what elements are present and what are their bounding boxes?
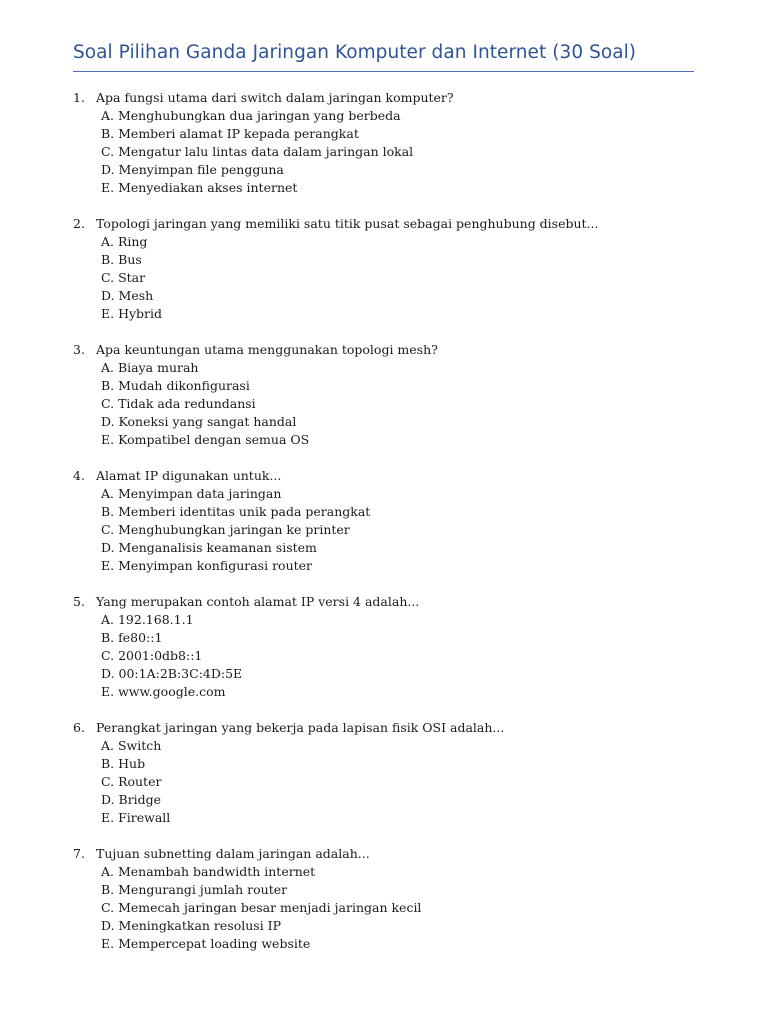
answer-options xyxy=(101,107,413,197)
answer-option: A. Biaya murah xyxy=(101,360,199,375)
answer-options xyxy=(101,359,309,449)
answer-option: A. Menyimpan data jaringan xyxy=(101,486,282,501)
answer-option: D. Bridge xyxy=(101,792,162,807)
answer-option: D. Menganalisis keamanan sistem xyxy=(101,540,317,555)
question-number: 3. xyxy=(73,342,85,357)
question-text: Tujuan subnetting dalam jaringan adalah... xyxy=(96,846,370,861)
question-list xyxy=(0,89,768,971)
question-item xyxy=(0,719,768,845)
question-item xyxy=(0,341,768,467)
question-text: Apa keuntungan utama menggunakan topologi mesh? xyxy=(96,342,438,357)
answer-option: B. fe80::1 xyxy=(101,630,163,645)
answer-option: A. Menambah bandwidth internet xyxy=(101,864,316,879)
answer-option: B. Mudah dikonfigurasi xyxy=(101,378,250,393)
answer-options xyxy=(101,737,170,827)
answer-option: E. Menyimpan konfigurasi router xyxy=(101,558,313,573)
answer-option: C. Mengatur lalu lintas data dalam jaringan lokal xyxy=(101,144,414,159)
answer-options xyxy=(101,485,370,575)
answer-options xyxy=(101,233,162,323)
document-title: Soal Pilihan Ganda Jaringan Komputer dan Internet (30 Soal) xyxy=(73,42,637,63)
question-number: 6. xyxy=(73,720,85,735)
answer-options xyxy=(101,863,421,953)
question-number: 1. xyxy=(73,90,85,105)
answer-option: D. Mesh xyxy=(101,288,154,303)
answer-option: D. Meningkatkan resolusi IP xyxy=(101,918,282,933)
question-item xyxy=(0,89,768,215)
answer-options xyxy=(101,611,242,701)
answer-option: C. Tidak ada redundansi xyxy=(101,396,256,411)
answer-option: E. Kompatibel dengan semua OS xyxy=(101,432,310,447)
answer-option: E. Menyediakan akses internet xyxy=(101,180,298,195)
answer-option: A. Ring xyxy=(101,234,148,249)
question-text: Alamat IP digunakan untuk... xyxy=(96,468,282,483)
answer-option: C. Star xyxy=(101,270,146,285)
answer-option: E. www.google.com xyxy=(101,684,226,699)
answer-option: C. Menghubungkan jaringan ke printer xyxy=(101,522,350,537)
answer-option: C. Memecah jaringan besar menjadi jaringan kecil xyxy=(101,900,422,915)
question-number: 7. xyxy=(73,846,85,861)
answer-option: E. Firewall xyxy=(101,810,171,825)
answer-option: D. 00:1A:2B:3C:4D:5E xyxy=(101,666,243,681)
answer-option: C. Router xyxy=(101,774,162,789)
answer-option: D. Koneksi yang sangat handal xyxy=(101,414,297,429)
answer-option: B. Bus xyxy=(101,252,142,267)
answer-option: B. Memberi identitas unik pada perangkat xyxy=(101,504,371,519)
question-item xyxy=(0,467,768,593)
answer-option: B. Mengurangi jumlah router xyxy=(101,882,288,897)
answer-option: E. Mempercepat loading website xyxy=(101,936,311,951)
question-number: 4. xyxy=(73,468,85,483)
answer-option: D. Menyimpan file pengguna xyxy=(101,162,284,177)
answer-option: C. 2001:0db8::1 xyxy=(101,648,203,663)
answer-option: B. Hub xyxy=(101,756,146,771)
answer-option: B. Memberi alamat IP kepada perangkat xyxy=(101,126,359,141)
question-item xyxy=(0,593,768,719)
question-number: 2. xyxy=(73,216,85,231)
question-text: Apa fungsi utama dari switch dalam jaringan komputer? xyxy=(96,90,454,105)
answer-option: A. Switch xyxy=(101,738,162,753)
question-text: Topologi jaringan yang memiliki satu titik pusat sebagai penghubung disebut... xyxy=(96,216,599,231)
question-text: Perangkat jaringan yang bekerja pada lapisan fisik OSI adalah... xyxy=(96,720,505,735)
question-item xyxy=(0,215,768,341)
title-underline xyxy=(73,71,694,72)
answer-option: A. 192.168.1.1 xyxy=(101,612,194,627)
question-item xyxy=(0,845,768,971)
answer-option: E. Hybrid xyxy=(101,306,163,321)
question-number: 5. xyxy=(73,594,85,609)
answer-option: A. Menghubungkan dua jaringan yang berbeda xyxy=(101,108,401,123)
question-text: Yang merupakan contoh alamat IP versi 4 adalah... xyxy=(96,594,420,609)
